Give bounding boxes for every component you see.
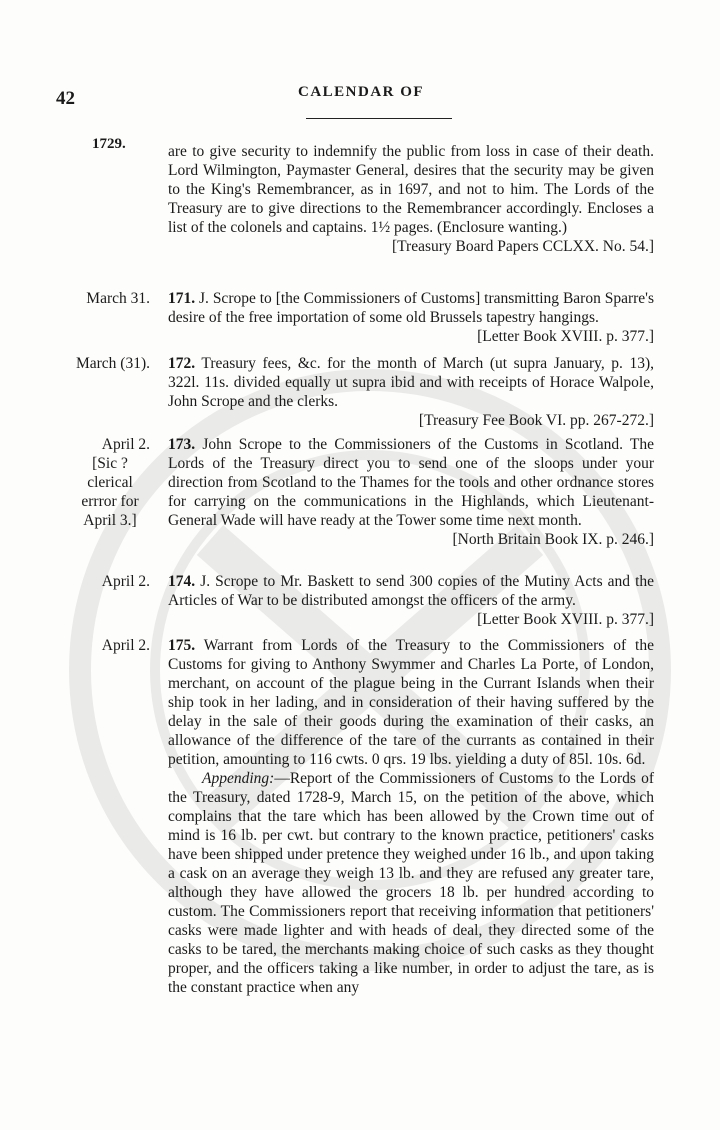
entry-number: 173.: [168, 436, 196, 453]
entry-number: 171.: [168, 290, 196, 307]
entry-text: 174. J. Scrope to Mr. Baskett to send 300 copies of the Mutiny Acts and the Articles of War to be distributed amongst the officers of the army. [Letter Book XVIII. p. 377.]: [168, 573, 655, 628]
entry-text: 173. John Scrope to the Commissioners of the Customs in Scotland. The Lords of the Treasury direct you to send one of the sloops under your direction from Scotland to the Thames for the tools and other ordnance stores for carrying on the communications in the Highlands, which Lieutenant-General Wade will have ready at the Tower some time next month. [North Britain Book IX. p. 246.]: [168, 436, 655, 548]
entry-text: are to give security to indemnify the public from loss in case of their death. Lord Wilmington, Paymaster General, desires that the security may be given to the King's Remembrancer, as in 1697, and not to him. The Lords of the Treasury are to give directions to the Remembrancer accordingly. Encloses a list of the colonels and captains. 1½ pages. (Enclosure wanting.) [Treasury Board Papers CCLXX. No. 54.]: [168, 143, 654, 255]
entry-reference: [Letter Book XVIII. p. 377.]: [477, 611, 654, 628]
entry-text: 171. J. Scrope to [the Commissioners of Customs] transmitting Baron Sparre's desire of the free importation of some old Brussels tapestry hangings. [Letter Book XVIII. p. 377.]: [168, 290, 654, 345]
entry-number: 174.: [168, 573, 196, 590]
appending-paragraph: Appending:—Report of the Commissioners of Customs to the Lords of the Treasury, dated 1728-9, March 15, on the petition of the above, which complains that the tare which has been allowed by the Crown time out of mind is 16 lb. per cwt. but contrary to the known practice, petitioners' casks have been shipped under pretence they weighed under 16 lb., and upon taking a cask on an average they weigh 13 lb. and they are refused any greater tare, although they have allowed the grocers 18 lb. per hundred according to custom. The Commissioners report that receiving information that petitioners' casks were made lighter and with heads of deal, they directed some of the casks to be tared, the merchants making choice of such casks as they thought proper, and the officers taking a like number, in order to adjust the tare, as is the constant practice when any: [168, 770, 654, 996]
entry-number: 175.: [168, 637, 196, 654]
entry-reference: [Treasury Fee Book VI. pp. 267-272.]: [418, 412, 654, 429]
header-rule: [306, 118, 452, 119]
entry-reference: [Letter Book XVIII. p. 377.]: [477, 328, 654, 345]
running-title: CALENDAR OF: [298, 84, 425, 100]
year-label: 1729.: [92, 136, 126, 152]
entry-reference: [Treasury Board Papers CCLXX. No. 54.]: [391, 238, 654, 255]
entry-date: April 2.: [101, 573, 150, 590]
appending-label: Appending:: [202, 770, 275, 787]
page-number: 42: [56, 88, 75, 109]
entry-date: April 2.: [101, 637, 150, 654]
entry-date-note: [Sic ? clerical errror for April 3.]: [81, 455, 139, 529]
entry-reference: [North Britain Book IX. p. 246.]: [452, 531, 654, 548]
entry-date: March 31.: [86, 290, 150, 307]
entry-number: 172.: [168, 355, 196, 372]
entry-date: March (31).: [75, 355, 150, 372]
entry-text: 175. Warrant from Lords of the Treasury to the Commissioners of the Customs for giving to Anthony Swymmer and Charles La Porte, of London, merchant, on account of the plague being in the Currant Islands when their ship took in her lading, and in consideration of their having suffered by the delay in the sale of their goods during the examination of their casks, an allowance of the difference of the tare of the currants as contained in their petition, amounting to 116 cwts. 0 qrs. 19 lbs. yielding a duty of 85l. 10s. 6d. Appending:—Report of the Commissioners of Customs to the Lords of the Treasury, dated 1728-9, March 15, on the petition of the above, which complains that the tare which has been allowed by the Crown time out of mind is 16 lb. per cwt. but contrary to the known practice, petitioners' casks have been shipped under pretence they weighed under 16 lb., and upon taking a cask on an average they weigh 13 lb. and they are refused any greater tare, although they have allowed the grocers 18 lb. per hundred according to custom. The Commissioners report that receiving information that petitioners' casks were made lighter and with heads of deal, they directed some of the casks to be tared, the merchants making choice of such casks as they thought proper, and the officers taking a like number, in order to adjust the tare, as is the constant practice when any: [168, 637, 654, 996]
entry-date: April 2. [Sic ? clerical errror for April 3.]: [0, 435, 150, 530]
entry-text: 172. Treasury fees, &c. for the month of March (ut supra January, p. 13), 322l. 11s. divided equally ut supra ibid and with receipts of Horace Walpole, John Scrope and the clerks. [Treasury Fee Book VI. pp. 267-272.]: [168, 355, 654, 429]
